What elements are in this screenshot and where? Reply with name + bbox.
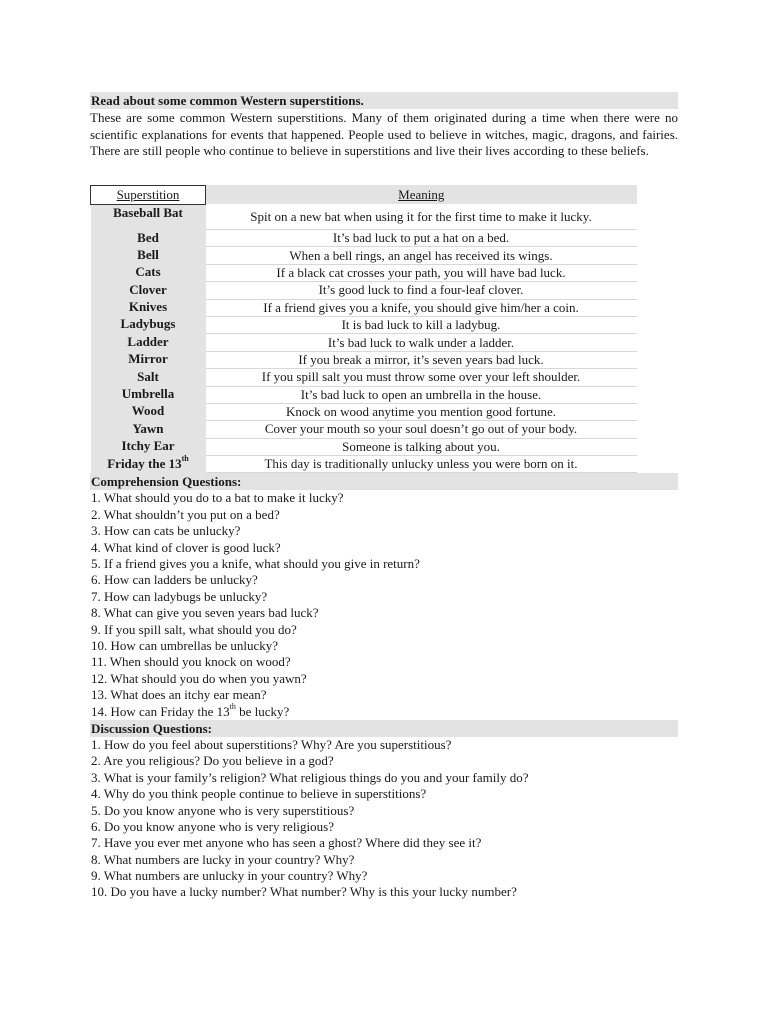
superstition-meaning: If a black cat crosses your path, you will have bad luck. xyxy=(206,264,637,281)
superstition-meaning: Knock on wood anytime you mention good fortune. xyxy=(206,403,637,420)
table-row xyxy=(91,282,637,299)
table-row xyxy=(91,351,637,368)
discussion-question: 2. Are you religious? Do you believe in a god? xyxy=(91,753,334,769)
table-row xyxy=(91,369,637,386)
superstition-meaning: It’s good luck to find a four-leaf clover. xyxy=(206,282,637,299)
table-row xyxy=(91,316,637,333)
question-text: be lucky? xyxy=(235,703,290,719)
superstition-word: Baseball Bat xyxy=(91,204,206,230)
comprehension-question: 7. How can ladybugs be unlucky? xyxy=(91,588,268,604)
table-row xyxy=(91,230,637,247)
comprehension-question: 4. What kind of clover is good luck? xyxy=(91,539,281,555)
comprehension-question: 8. What can give you seven years bad luck? xyxy=(91,605,319,621)
superstition-word: Wood xyxy=(91,403,206,420)
table-row xyxy=(91,299,637,316)
comprehension-question: 12. What should you do when you yawn? xyxy=(91,670,307,686)
comprehension-question: 13. What does an itchy ear mean? xyxy=(91,687,267,703)
reading-heading: Read about some common Western superstitions. xyxy=(90,92,678,109)
superstition-word: Salt xyxy=(91,369,206,386)
superstition-word xyxy=(91,456,206,473)
superstition-meaning: When a bell rings, an angel has received its wings. xyxy=(206,247,637,264)
superstition-meaning: Cover your mouth so your soul doesn’t go out of your body. xyxy=(206,421,637,438)
superscript: th xyxy=(229,702,236,712)
superstition-meaning: If you break a mirror, it’s seven years bad luck. xyxy=(206,351,637,368)
table-row xyxy=(91,204,637,230)
discussion-question: 1. How do you feel about superstitions? Why? Are you superstitious? xyxy=(91,736,452,752)
superstition-meaning: It’s bad luck to open an umbrella in the house. xyxy=(206,386,637,403)
table-row xyxy=(91,247,637,264)
superstition-meaning: Spit on a new bat when using it for the first time to make it lucky. xyxy=(206,204,637,230)
discussion-question: 4. Why do you think people continue to believe in superstitions? xyxy=(91,786,427,802)
comprehension-question xyxy=(90,704,678,720)
table-header-row xyxy=(91,185,637,204)
header-meaning: Meaning xyxy=(206,185,637,204)
discussion-title: Discussion Questions: xyxy=(90,720,678,737)
discussion-question: 9. What numbers are unlucky in your country? Why? xyxy=(91,868,368,884)
table-row xyxy=(91,456,637,473)
superstition-word: Cats xyxy=(91,264,206,281)
superstition-word: Ladder xyxy=(91,334,206,351)
discussion-question: 7. Have you ever met anyone who has seen a ghost? Where did they see it? xyxy=(91,835,482,851)
discussion-question: 6. Do you know anyone who is very religious? xyxy=(91,818,334,834)
comprehension-question: 1. What should you do to a bat to make it lucky? xyxy=(91,490,344,506)
table-body xyxy=(91,204,637,473)
comprehension-list xyxy=(90,490,678,719)
superstition-meaning: It’s bad luck to put a hat on a bed. xyxy=(206,230,637,247)
table-row xyxy=(91,438,637,455)
superstition-word: Yawn xyxy=(91,421,206,438)
question-text: 14. How can Friday the 13 xyxy=(91,703,230,719)
discussion-question: 10. Do you have a lucky number? What number? Why is this your lucky number? xyxy=(91,884,517,900)
worksheet xyxy=(90,92,678,901)
comprehension-question: 6. How can ladders be unlucky? xyxy=(91,572,258,588)
superstition-meaning: Someone is talking about you. xyxy=(206,438,637,455)
superstition-word-text: Friday the 13 xyxy=(107,455,182,471)
header-superstition: Superstition xyxy=(91,185,206,204)
superstitions-table xyxy=(90,185,637,474)
comprehension-title: Comprehension Questions: xyxy=(90,473,678,490)
comprehension-question: 10. How can umbrellas be unlucky? xyxy=(91,637,279,653)
comprehension-question: 11. When should you knock on wood? xyxy=(91,654,291,670)
discussion-question: 8. What numbers are lucky in your country? Why? xyxy=(91,851,355,867)
comprehension-question: 9. If you spill salt, what should you do? xyxy=(91,621,297,637)
table-row xyxy=(91,403,637,420)
superstition-word: Knives xyxy=(91,299,206,316)
superstition-meaning: It is bad luck to kill a ladybug. xyxy=(206,316,637,333)
superstition-word: Umbrella xyxy=(91,386,206,403)
table-row xyxy=(91,421,637,438)
comprehension-question: 5. If a friend gives you a knife, what should you give in return? xyxy=(91,556,420,572)
superscript: th xyxy=(181,454,189,464)
table-row xyxy=(91,386,637,403)
discussion-question: 5. Do you know anyone who is very superstitious? xyxy=(91,802,355,818)
table-row xyxy=(91,334,637,351)
superstition-word: Mirror xyxy=(91,351,206,368)
superstition-meaning: If you spill salt you must throw some over your left shoulder. xyxy=(206,369,637,386)
superstition-meaning: If a friend gives you a knife, you should give him/her a coin. xyxy=(206,299,637,316)
discussion-question: 3. What is your family’s religion? What religious things do you and your family do? xyxy=(91,769,529,785)
table-row xyxy=(91,264,637,281)
superstition-meaning: It’s bad luck to walk under a ladder. xyxy=(206,334,637,351)
comprehension-question: 2. What shouldn’t you put on a bed? xyxy=(91,506,280,522)
superstition-word: Itchy Ear xyxy=(91,438,206,455)
superstition-word: Clover xyxy=(91,282,206,299)
superstition-word: Bell xyxy=(91,247,206,264)
discussion-list xyxy=(90,737,678,901)
superstition-meaning: This day is traditionally unlucky unless you were born on it. xyxy=(206,456,637,473)
intro-paragraph: These are some common Western superstitions. Many of them originated during a time when there were no scientific explanations for events that happened. People used to believe in witches, magic, dragons, and fairies. There are still people who continue to believe in superstitions and live their lives according to these beliefs. xyxy=(90,110,678,158)
superstition-word: Bed xyxy=(91,230,206,247)
superstition-word: Ladybugs xyxy=(91,316,206,333)
comprehension-question: 3. How can cats be unlucky? xyxy=(91,523,241,539)
